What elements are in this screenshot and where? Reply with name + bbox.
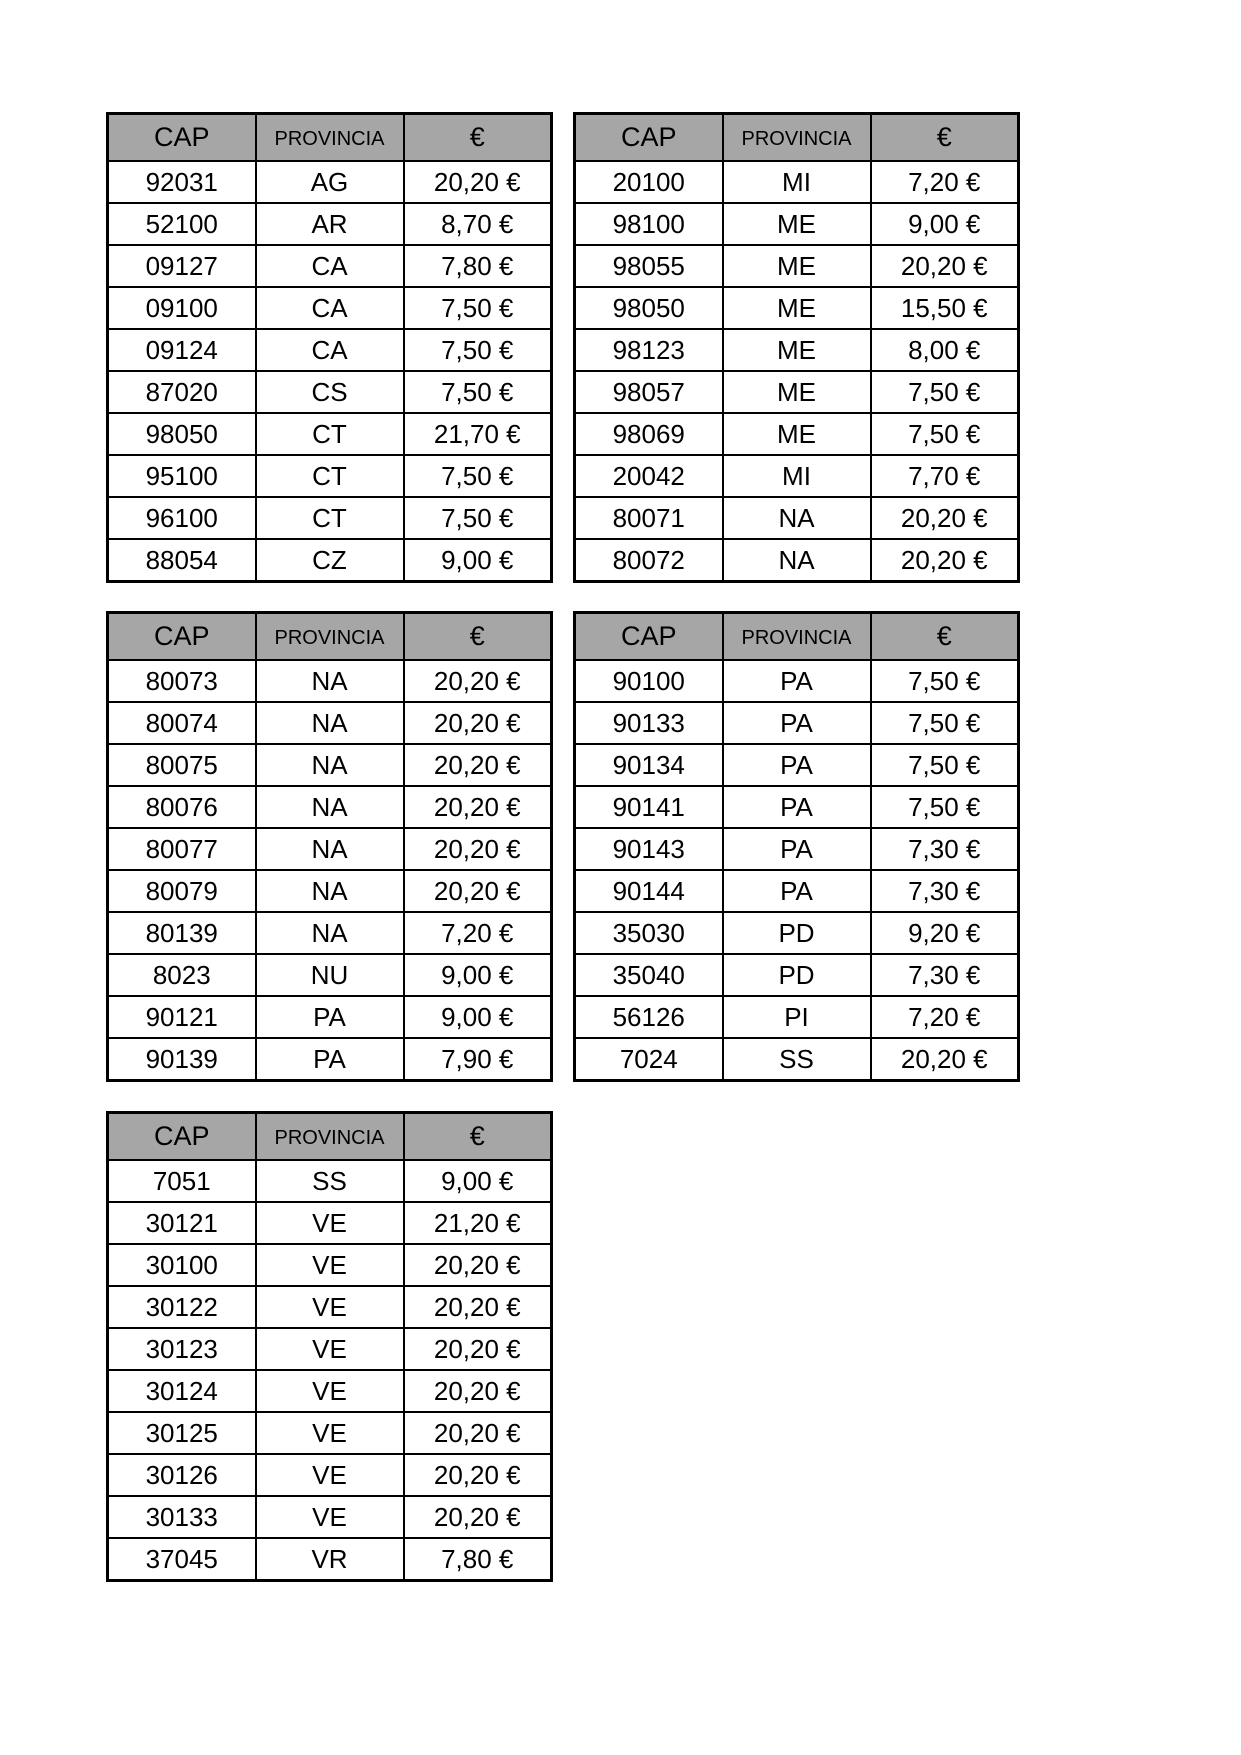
cell-price: 7,50 € — [404, 371, 552, 413]
table-row — [108, 996, 552, 1038]
cell-cap: 30133 — [108, 1496, 256, 1538]
cell-price: 7,20 € — [871, 996, 1019, 1038]
cell-provincia: CT — [256, 455, 404, 497]
cell-price: 20,20 € — [404, 1286, 552, 1328]
cell-provincia: NU — [256, 954, 404, 996]
cell-provincia: NA — [256, 786, 404, 828]
table-row — [108, 455, 552, 497]
table-row — [108, 371, 552, 413]
header-provincia: PROVINCIA — [723, 114, 871, 162]
cell-price: 20,20 € — [404, 660, 552, 702]
cell-cap: 80139 — [108, 912, 256, 954]
cell-cap: 30100 — [108, 1244, 256, 1286]
cell-price: 15,50 € — [871, 287, 1019, 329]
table-row — [575, 786, 1019, 828]
table-row — [108, 660, 552, 702]
cell-cap: 80079 — [108, 870, 256, 912]
cell-provincia: PA — [723, 702, 871, 744]
table-row — [575, 744, 1019, 786]
table-row — [575, 954, 1019, 996]
cell-price: 8,70 € — [404, 203, 552, 245]
cell-cap: 20100 — [575, 161, 723, 203]
cell-price: 9,00 € — [404, 996, 552, 1038]
cell-provincia: VE — [256, 1454, 404, 1496]
cell-price: 20,20 € — [404, 161, 552, 203]
cell-price: 8,00 € — [871, 329, 1019, 371]
table-row — [108, 786, 552, 828]
cell-cap: 95100 — [108, 455, 256, 497]
cell-price: 9,00 € — [404, 539, 552, 582]
table-header-row — [108, 613, 552, 661]
cell-cap: 88054 — [108, 539, 256, 582]
cell-price: 20,20 € — [871, 1038, 1019, 1081]
cell-cap: 7024 — [575, 1038, 723, 1081]
cell-cap: 8023 — [108, 954, 256, 996]
header-cap: CAP — [108, 613, 256, 661]
cell-price: 7,50 € — [404, 455, 552, 497]
price-table-3 — [106, 611, 553, 1082]
table-row — [575, 161, 1019, 203]
cell-provincia: ME — [723, 413, 871, 455]
cell-price: 20,20 € — [404, 870, 552, 912]
cell-price: 20,20 € — [404, 702, 552, 744]
cell-cap: 90100 — [575, 660, 723, 702]
cell-cap: 20042 — [575, 455, 723, 497]
table-row — [108, 828, 552, 870]
cell-cap: 35030 — [575, 912, 723, 954]
table-row — [575, 870, 1019, 912]
cell-cap: 30125 — [108, 1412, 256, 1454]
cell-provincia: NA — [723, 539, 871, 582]
cell-provincia: VE — [256, 1370, 404, 1412]
cell-price: 7,80 € — [404, 245, 552, 287]
header-price: € — [871, 114, 1019, 162]
cell-provincia: CA — [256, 287, 404, 329]
cell-cap: 96100 — [108, 497, 256, 539]
price-table-5 — [106, 1111, 553, 1582]
table-row — [108, 413, 552, 455]
cell-provincia: CZ — [256, 539, 404, 582]
cell-cap: 09124 — [108, 329, 256, 371]
cell-provincia: PA — [723, 828, 871, 870]
table-row — [575, 371, 1019, 413]
cell-provincia: MI — [723, 455, 871, 497]
cell-provincia: NA — [256, 912, 404, 954]
table-row — [575, 1038, 1019, 1081]
cell-provincia: ME — [723, 329, 871, 371]
cell-price: 20,20 € — [404, 1328, 552, 1370]
cell-provincia: ME — [723, 245, 871, 287]
cell-cap: 56126 — [575, 996, 723, 1038]
cell-provincia: VE — [256, 1412, 404, 1454]
cell-cap: 80075 — [108, 744, 256, 786]
header-price: € — [404, 114, 552, 162]
header-cap: CAP — [108, 1113, 256, 1161]
cell-cap: 80071 — [575, 497, 723, 539]
cell-cap: 98055 — [575, 245, 723, 287]
cell-provincia: VE — [256, 1244, 404, 1286]
cell-cap: 30126 — [108, 1454, 256, 1496]
cell-cap: 52100 — [108, 203, 256, 245]
header-cap: CAP — [575, 114, 723, 162]
cell-price: 20,20 € — [404, 1496, 552, 1538]
cell-provincia: MI — [723, 161, 871, 203]
cell-cap: 98050 — [108, 413, 256, 455]
table-row — [108, 1328, 552, 1370]
cell-cap: 35040 — [575, 954, 723, 996]
table-row — [108, 1160, 552, 1202]
table-row — [575, 413, 1019, 455]
cell-cap: 90144 — [575, 870, 723, 912]
cell-cap: 30122 — [108, 1286, 256, 1328]
cell-cap: 80074 — [108, 702, 256, 744]
header-price: € — [871, 613, 1019, 661]
cell-provincia: PA — [723, 744, 871, 786]
cell-provincia: ME — [723, 287, 871, 329]
table-row — [108, 1454, 552, 1496]
cell-provincia: NA — [723, 497, 871, 539]
cell-provincia: CA — [256, 329, 404, 371]
cell-provincia: PD — [723, 954, 871, 996]
cell-cap: 90141 — [575, 786, 723, 828]
cell-provincia: PA — [256, 1038, 404, 1081]
cell-price: 9,00 € — [404, 1160, 552, 1202]
cell-cap: 98123 — [575, 329, 723, 371]
table-row — [108, 245, 552, 287]
table-row — [108, 1202, 552, 1244]
cell-price: 7,80 € — [404, 1538, 552, 1581]
cell-cap: 09127 — [108, 245, 256, 287]
cell-provincia: AG — [256, 161, 404, 203]
price-table-1 — [106, 112, 553, 583]
cell-price: 7,50 € — [871, 413, 1019, 455]
cell-cap: 09100 — [108, 287, 256, 329]
table-row — [108, 1496, 552, 1538]
cell-price: 7,90 € — [404, 1038, 552, 1081]
cell-cap: 98069 — [575, 413, 723, 455]
cell-provincia: PA — [723, 660, 871, 702]
table-row — [575, 203, 1019, 245]
cell-provincia: VE — [256, 1328, 404, 1370]
cell-cap: 30121 — [108, 1202, 256, 1244]
header-cap: CAP — [575, 613, 723, 661]
cell-provincia: AR — [256, 203, 404, 245]
cell-price: 20,20 € — [871, 497, 1019, 539]
table-row — [108, 870, 552, 912]
cell-price: 9,00 € — [871, 203, 1019, 245]
table-row — [108, 497, 552, 539]
cell-cap: 80077 — [108, 828, 256, 870]
cell-provincia: NA — [256, 870, 404, 912]
cell-provincia: CT — [256, 413, 404, 455]
price-table-4 — [573, 611, 1020, 1082]
header-provincia: PROVINCIA — [256, 613, 404, 661]
cell-cap: 80072 — [575, 539, 723, 582]
price-table-2 — [573, 112, 1020, 583]
cell-cap: 98057 — [575, 371, 723, 413]
table-row — [108, 287, 552, 329]
table-row — [575, 996, 1019, 1038]
cell-price: 7,50 € — [871, 702, 1019, 744]
table-row — [108, 329, 552, 371]
cell-provincia: ME — [723, 203, 871, 245]
header-price: € — [404, 1113, 552, 1161]
cell-price: 7,30 € — [871, 954, 1019, 996]
table-row — [108, 1538, 552, 1581]
cell-cap: 80076 — [108, 786, 256, 828]
cell-price: 7,30 € — [871, 870, 1019, 912]
cell-provincia: SS — [256, 1160, 404, 1202]
cell-price: 7,30 € — [871, 828, 1019, 870]
cell-price: 20,20 € — [404, 744, 552, 786]
cell-provincia: VR — [256, 1538, 404, 1581]
cell-price: 20,20 € — [404, 1454, 552, 1496]
header-provincia: PROVINCIA — [256, 114, 404, 162]
cell-provincia: PI — [723, 996, 871, 1038]
table-row — [108, 744, 552, 786]
cell-provincia: NA — [256, 828, 404, 870]
header-provincia: PROVINCIA — [723, 613, 871, 661]
cell-provincia: CA — [256, 245, 404, 287]
cell-provincia: NA — [256, 744, 404, 786]
table-header-row — [575, 114, 1019, 162]
cell-provincia: VE — [256, 1202, 404, 1244]
cell-cap: 37045 — [108, 1538, 256, 1581]
cell-price: 7,50 € — [404, 497, 552, 539]
cell-provincia: NA — [256, 660, 404, 702]
cell-provincia: SS — [723, 1038, 871, 1081]
table-row — [575, 497, 1019, 539]
cell-price: 20,20 € — [404, 1412, 552, 1454]
table-row — [575, 660, 1019, 702]
table-row — [108, 1244, 552, 1286]
cell-cap: 90133 — [575, 702, 723, 744]
table-row — [575, 539, 1019, 582]
cell-cap: 92031 — [108, 161, 256, 203]
cell-provincia: PA — [256, 996, 404, 1038]
cell-cap: 90134 — [575, 744, 723, 786]
cell-price: 7,50 € — [404, 329, 552, 371]
cell-provincia: NA — [256, 702, 404, 744]
cell-provincia: PA — [723, 786, 871, 828]
table-row — [108, 161, 552, 203]
cell-price: 9,00 € — [404, 954, 552, 996]
cell-provincia: ME — [723, 371, 871, 413]
cell-price: 7,50 € — [404, 287, 552, 329]
table-row — [108, 203, 552, 245]
table-row — [575, 702, 1019, 744]
cell-cap: 98050 — [575, 287, 723, 329]
cell-price: 7,50 € — [871, 660, 1019, 702]
cell-price: 7,50 € — [871, 786, 1019, 828]
table-row — [108, 702, 552, 744]
cell-price: 21,70 € — [404, 413, 552, 455]
cell-cap: 30123 — [108, 1328, 256, 1370]
cell-cap: 7051 — [108, 1160, 256, 1202]
header-provincia: PROVINCIA — [256, 1113, 404, 1161]
cell-price: 9,20 € — [871, 912, 1019, 954]
cell-cap: 87020 — [108, 371, 256, 413]
table-row — [108, 1038, 552, 1081]
table-header-row — [575, 613, 1019, 661]
header-cap: CAP — [108, 114, 256, 162]
table-row — [108, 954, 552, 996]
cell-price: 20,20 € — [404, 786, 552, 828]
cell-cap: 90121 — [108, 996, 256, 1038]
table-row — [108, 1370, 552, 1412]
table-header-row — [108, 114, 552, 162]
cell-price: 20,20 € — [404, 1370, 552, 1412]
cell-price: 7,50 € — [871, 744, 1019, 786]
cell-price: 7,50 € — [871, 371, 1019, 413]
cell-cap: 90139 — [108, 1038, 256, 1081]
cell-provincia: PA — [723, 870, 871, 912]
table-row — [575, 912, 1019, 954]
cell-price: 21,20 € — [404, 1202, 552, 1244]
cell-provincia: VE — [256, 1496, 404, 1538]
cell-provincia: VE — [256, 1286, 404, 1328]
table-row — [575, 455, 1019, 497]
cell-provincia: CS — [256, 371, 404, 413]
table-row — [108, 1286, 552, 1328]
cell-price: 7,20 € — [871, 161, 1019, 203]
cell-cap: 90143 — [575, 828, 723, 870]
table-row — [575, 245, 1019, 287]
table-header-row — [108, 1113, 552, 1161]
cell-cap: 30124 — [108, 1370, 256, 1412]
cell-cap: 80073 — [108, 660, 256, 702]
table-row — [108, 1412, 552, 1454]
cell-price: 7,20 € — [404, 912, 552, 954]
cell-provincia: PD — [723, 912, 871, 954]
cell-cap: 98100 — [575, 203, 723, 245]
cell-provincia: CT — [256, 497, 404, 539]
table-row — [575, 329, 1019, 371]
cell-price: 7,70 € — [871, 455, 1019, 497]
table-row — [575, 828, 1019, 870]
cell-price: 20,20 € — [404, 1244, 552, 1286]
table-row — [108, 539, 552, 582]
header-price: € — [404, 613, 552, 661]
table-row — [575, 287, 1019, 329]
cell-price: 20,20 € — [871, 245, 1019, 287]
cell-price: 20,20 € — [404, 828, 552, 870]
table-row — [108, 912, 552, 954]
cell-price: 20,20 € — [871, 539, 1019, 582]
